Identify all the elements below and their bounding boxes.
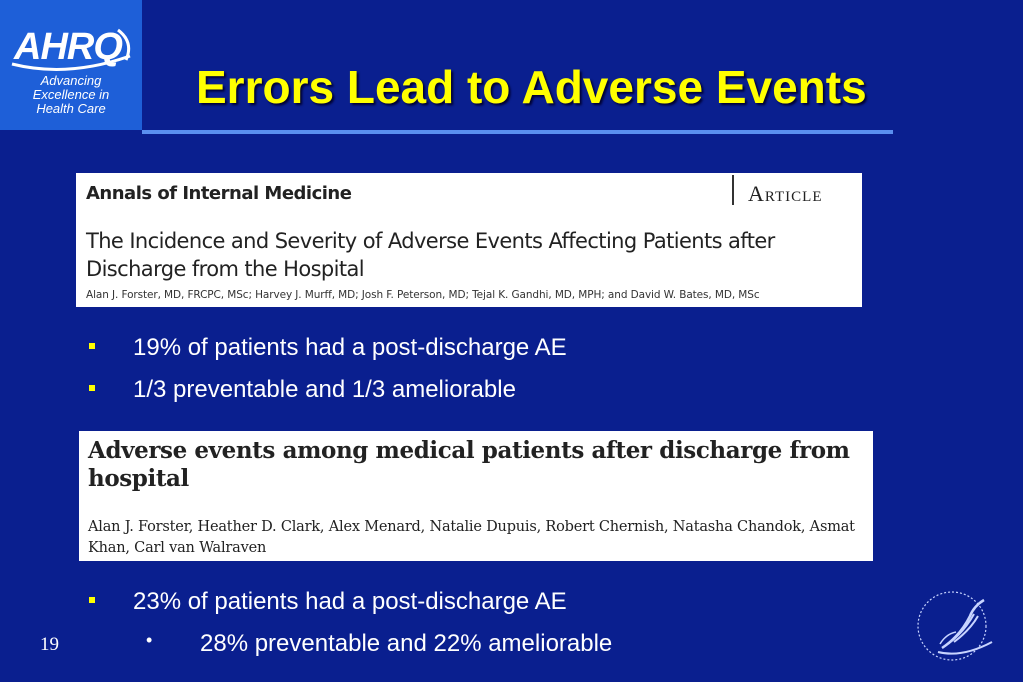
square-bullet-icon [89, 385, 95, 391]
page-number: 19 [40, 634, 59, 655]
article-title: The Incidence and Severity of Adverse Events Affecting Patients after Discharge from the Hospital [86, 229, 775, 281]
article-title: Adverse events among medical patients after discharge from hospital [88, 437, 850, 492]
slide-title: Errors Lead to Adverse Events [196, 61, 867, 113]
article-authors: Alan J. Forster, MD, FRCPC, MSc; Harvey J. Murff, MD; Josh F. Peterson, MD; Tejal K. Gandhi, MD, MPH; and David W. Bates, MD, MSc [86, 289, 760, 301]
header-divider [732, 175, 734, 205]
article-citation-cmaj [79, 431, 873, 561]
square-bullet-icon [89, 343, 95, 349]
ahrq-logo [0, 0, 142, 130]
journal-name: Annals of Internal Medicine [86, 183, 352, 204]
tagline-line-2: Excellence in [32, 87, 110, 102]
article-authors: Alan J. Forster, Heather D. Clark, Alex Menard, Natalie Dupuis, Robert Chernish, Natasha Chandok, Asmat Khan, Carl van Walraven [88, 519, 855, 556]
article-citation-annals [76, 173, 862, 307]
title-divider [142, 130, 893, 134]
dot-bullet-icon: • [146, 630, 153, 650]
ahrq-tagline [0, 74, 142, 116]
ahrq-logo-mark: AHRQ [14, 26, 122, 68]
article-label: Article [748, 181, 823, 206]
tagline-line-3: Health Care [36, 101, 106, 116]
hhs-eagle-seal-icon [912, 586, 1004, 666]
tagline-line-1: Advancing [40, 73, 102, 88]
square-bullet-icon [89, 597, 95, 603]
